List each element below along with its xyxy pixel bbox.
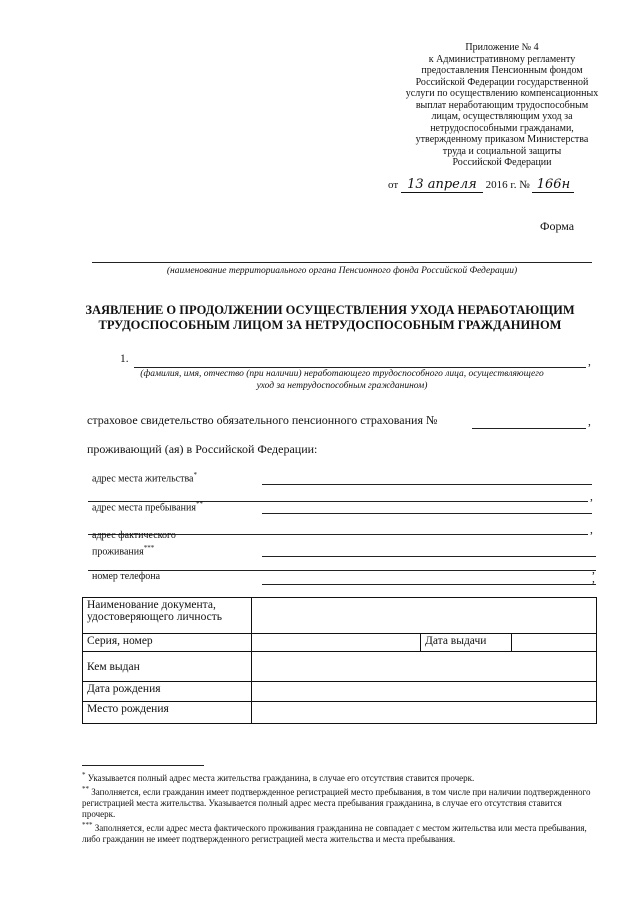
comma: , <box>590 524 593 536</box>
issue-date-cell[interactable] <box>512 634 597 652</box>
stay-label-text: адрес места пребывания <box>92 502 196 514</box>
appendix-line: нетрудоспособными гражданами, <box>430 122 574 134</box>
footnote-mark: *** <box>82 821 93 829</box>
appendix-line: к Административному регламенту <box>428 53 576 65</box>
order-number-handwritten: 166н <box>532 177 574 193</box>
comma: , <box>590 491 593 503</box>
appendix-line: услуги по осуществлению компенсационных <box>405 88 599 99</box>
appendix-line: предоставления Пенсионным фондом <box>421 65 583 76</box>
phone-label: номер телефона <box>92 571 161 582</box>
actual-field-line2[interactable] <box>88 570 596 571</box>
actual-field[interactable] <box>262 556 596 557</box>
territorial-body-field[interactable] <box>92 262 592 263</box>
insurance-label: страховое свидетельство обязательного пенсионного страхования № <box>87 413 438 427</box>
identity-document-table <box>82 597 597 724</box>
birth-place-label: Место рождения <box>83 702 252 724</box>
stay-label <box>92 500 203 513</box>
issued-by-cell[interactable] <box>252 652 597 682</box>
comma: , <box>588 416 591 428</box>
actual-label-line2: проживания <box>92 546 144 558</box>
appendix-line: Российской Федерации государственной <box>415 76 589 88</box>
residence-label-text: адрес места жительства <box>92 473 194 485</box>
actual-label-line2-wrap <box>92 542 176 558</box>
fio-field[interactable] <box>134 367 586 368</box>
appendix-line: труда и социальной защиты <box>442 145 562 157</box>
phone-field[interactable] <box>262 584 596 585</box>
footnote-mark: * <box>82 771 86 779</box>
footnote-mark: ** <box>82 785 89 793</box>
item-number: 1. <box>120 353 129 365</box>
comma: , <box>588 356 591 368</box>
residence-field[interactable] <box>262 484 592 485</box>
comma: , <box>592 564 595 576</box>
form-label: Форма <box>540 219 575 233</box>
insurance-number-field[interactable] <box>472 428 586 429</box>
series-number-cell[interactable] <box>252 634 421 652</box>
issued-by-label: Кем выдан <box>83 652 252 682</box>
stay-field[interactable] <box>262 513 592 514</box>
territorial-body-caption: (наименование территориального органа Пенсионного фонда Российской Федерации) <box>166 266 518 276</box>
doc-name-label: Наименование документа, удостоверяющего личность <box>83 598 252 634</box>
footnote-1 <box>82 770 592 784</box>
fio-caption-line2: уход за нетрудоспособным гражданином) <box>256 381 428 391</box>
footnote-1-text: Указывается полный адрес места жительства гражданина, в случае его отсутствия ставится прочерк. <box>87 773 475 783</box>
appendix-line: Российской Федерации <box>452 157 552 168</box>
appendix-line: Приложение № 4 <box>465 42 539 53</box>
footnote-2-text: Заполняется, если гражданин имеет подтвержденное регистрацией место пребывания, в том числе при наличии подтвержденного регистрацией места жительства. Указывается полный адрес места пребывания гражданина, в случае его отсутствия ставится прочерк. <box>82 787 591 819</box>
footnote-mark: *** <box>143 544 155 552</box>
from-prefix: от <box>388 179 399 191</box>
birth-date-label: Дата рождения <box>83 682 252 702</box>
appendix-header <box>382 42 622 169</box>
year-suffix: 2016 г. № <box>485 179 530 191</box>
appendix-line: выплат неработающим трудоспособным <box>415 99 589 111</box>
order-date-line <box>388 177 628 193</box>
appendix-line: утвержденному приказом Министерства <box>415 134 589 145</box>
footnote-mark: ** <box>195 500 203 508</box>
footnote-2 <box>82 784 592 820</box>
footnote-mark: * <box>193 471 197 479</box>
footnote-divider <box>82 765 204 766</box>
footnote-3 <box>82 820 592 845</box>
fio-caption-line1: (фамилия, имя, отчество (при наличии) неработающего трудоспособного лица, осуществляющего <box>140 369 544 379</box>
residing-label: проживающий (ая) в Российской Федерации: <box>87 442 318 456</box>
series-number-label: Серия, номер <box>83 634 252 652</box>
footnotes <box>82 770 592 845</box>
birth-place-cell[interactable] <box>252 702 597 724</box>
residence-label <box>92 471 197 484</box>
order-date-handwritten: 13 апреля <box>401 177 483 193</box>
issue-date-label: Дата выдачи <box>421 634 512 652</box>
doc-name-cell[interactable] <box>252 598 597 634</box>
appendix-line: лицам, осуществляющим уход за <box>431 111 573 122</box>
birth-date-cell[interactable] <box>252 682 597 702</box>
comma: , <box>592 573 595 585</box>
footnote-3-text: Заполняется, если адрес места фактического проживания гражданина не совпадает с местом жительства или места пребывания, либо гражданин не имеет подтвержденного регистрацией места жительства и места пребывания. <box>82 823 587 844</box>
actual-label-line1: адрес фактического <box>92 530 176 541</box>
page-title: ЗАЯВЛЕНИЕ О ПРОДОЛЖЕНИИ ОСУЩЕСТВЛЕНИЯ УХОДА НЕРАБОТАЮЩИМ ТРУДОСПОСОБНЫМ ЛИЦОМ ЗА НЕТРУДОСПОСОБНЫМ ГРАЖДАНИНОМ <box>85 303 575 332</box>
actual-label <box>92 529 176 558</box>
